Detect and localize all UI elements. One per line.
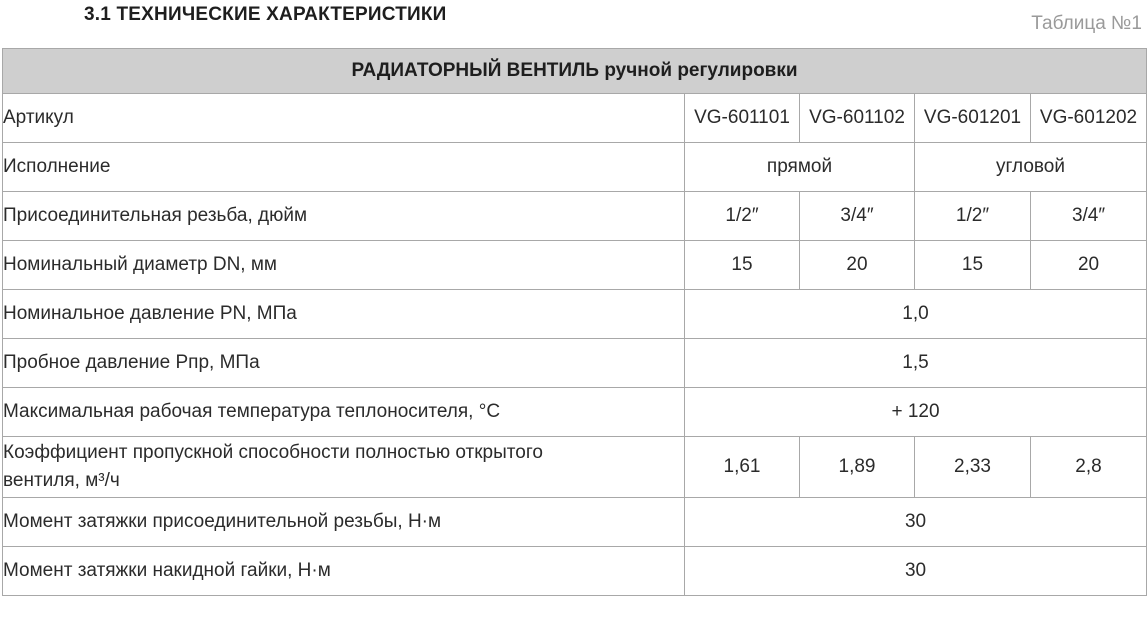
value-cell: 15 [685,241,800,290]
row-label-line: Коэффициент пропускной способности полностью открытого [3,442,543,463]
table-row-execution [3,143,1147,192]
article-cell: VG-601201 [915,94,1031,143]
table-title-bold: РАДИАТОРНЫЙ ВЕНТИЛЬ [351,60,600,81]
value-cell: 2,8 [1031,437,1147,498]
table-title-row [3,49,1147,94]
row-label [3,437,685,498]
value-cell: 1/2″ [685,192,800,241]
row-label: Артикул [3,94,685,143]
table-row-test-pressure [3,339,1147,388]
value-cell: 3/4″ [800,192,915,241]
value-cell: 3/4″ [1031,192,1147,241]
row-label-line: вентиля, м³/ч [3,470,120,491]
value-cell: 1,89 [800,437,915,498]
row-label: Пробное давление Рпр, МПа [3,339,685,388]
table-row-max-temp [3,388,1147,437]
value-cell: угловой [915,143,1147,192]
value-cell: 1,61 [685,437,800,498]
value-cell: 2,33 [915,437,1031,498]
value-cell: 20 [1031,241,1147,290]
value-cell: прямой [685,143,915,192]
row-label: Момент затяжки присоединительной резьбы, Н·м [3,498,685,547]
table-title [3,49,1147,94]
row-label: Исполнение [3,143,685,192]
table-row-torque-thread [3,498,1147,547]
row-label: Присоединительная резьба, дюйм [3,192,685,241]
table-row-diameter [3,241,1147,290]
table-row-articles [3,94,1147,143]
value-cell: 30 [685,547,1147,596]
row-label: Максимальная рабочая температура теплоносителя, °С [3,388,685,437]
table-row-thread [3,192,1147,241]
value-cell: 1/2″ [915,192,1031,241]
value-cell: 1,5 [685,339,1147,388]
row-label: Момент затяжки накидной гайки, Н·м [3,547,685,596]
table-title-rest: ручной регулировки [599,60,798,81]
row-label: Номинальное давление PN, МПа [3,290,685,339]
value-cell: 15 [915,241,1031,290]
table-row-torque-nut [3,547,1147,596]
table-number-label: Таблица №1 [1031,13,1142,34]
value-cell: 1,0 [685,290,1147,339]
value-cell: 30 [685,498,1147,547]
spec-table [2,48,1147,596]
value-cell: + 120 [685,388,1147,437]
article-cell: VG-601101 [685,94,800,143]
table-row-pressure [3,290,1147,339]
row-label: Номинальный диаметр DN, мм [3,241,685,290]
article-cell: VG-601202 [1031,94,1147,143]
section-title: 3.1 ТЕХНИЧЕСКИЕ ХАРАКТЕРИСТИКИ [84,4,447,25]
value-cell: 20 [800,241,915,290]
table-row-flow-coef [3,437,1147,498]
article-cell: VG-601102 [800,94,915,143]
